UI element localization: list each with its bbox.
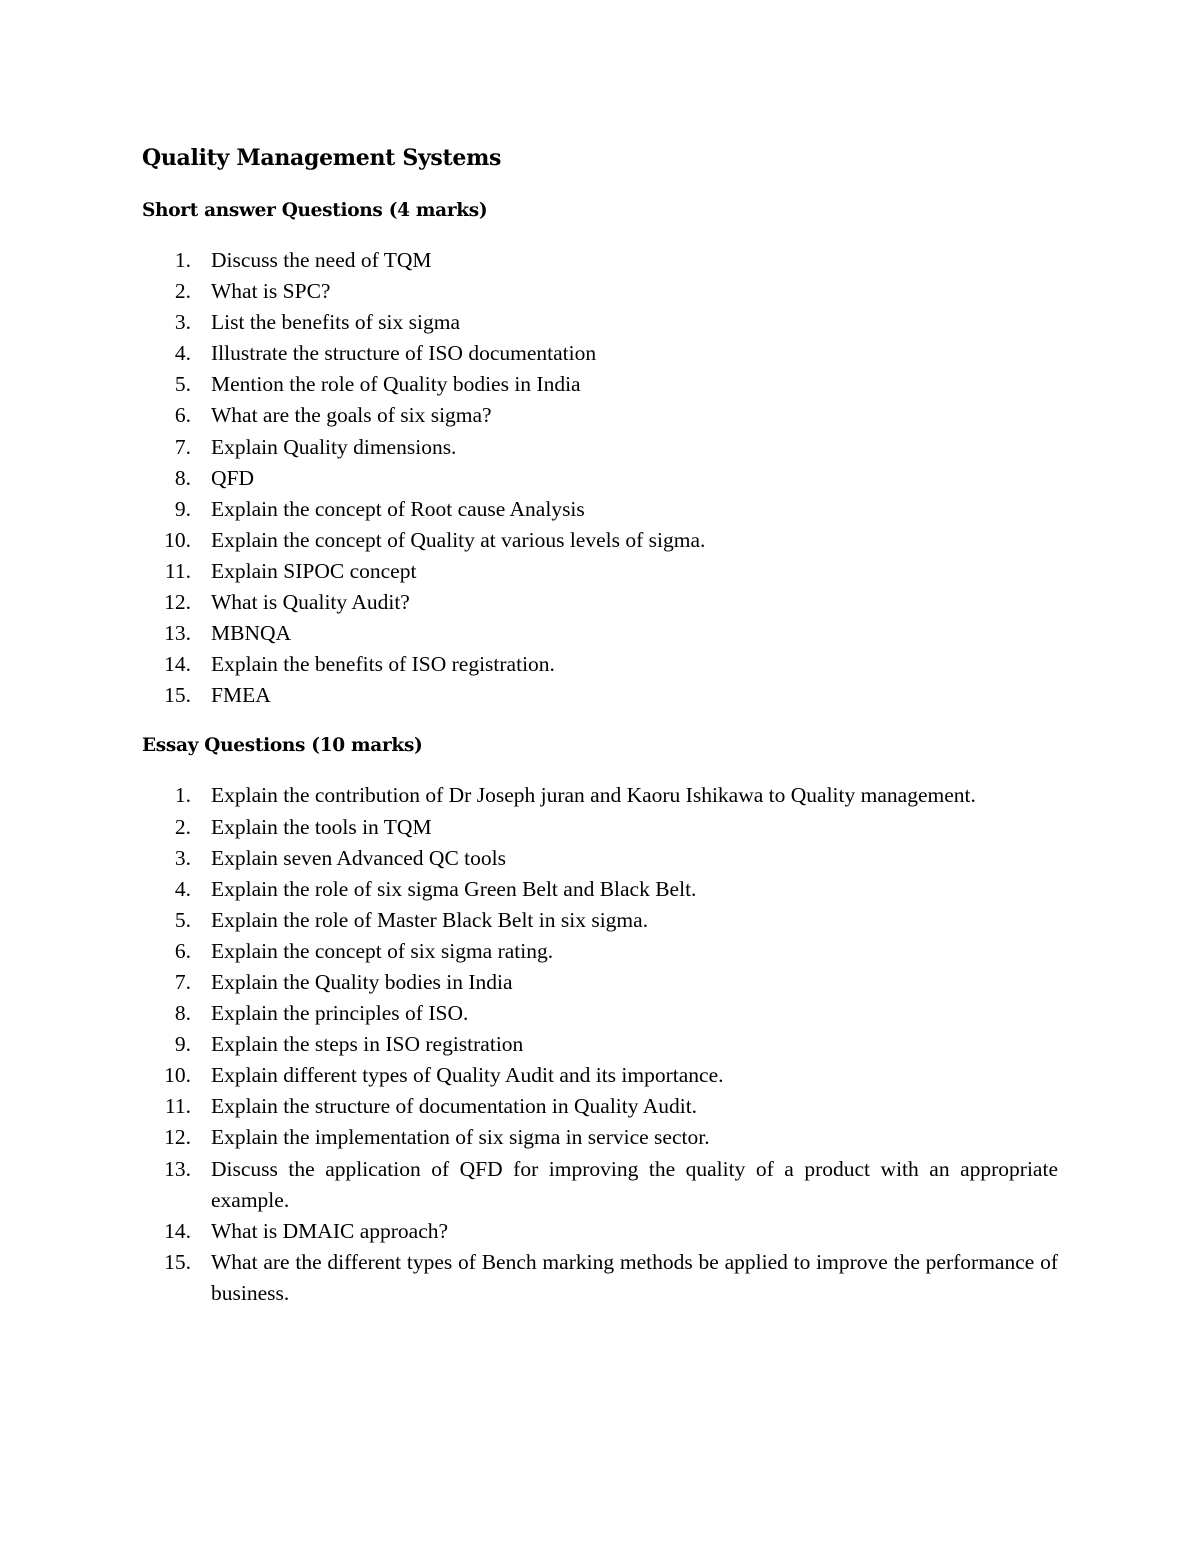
question-number: 3. [174, 310, 191, 335]
question-number-cell [142, 338, 211, 369]
question-text: Explain the role of six sigma Green Belt and Black Belt. [211, 876, 697, 901]
question-number: 7. [174, 969, 191, 994]
question-text: List the benefits of six sigma [211, 310, 461, 335]
question-number: 14. [164, 652, 191, 677]
question-item [142, 1029, 1058, 1060]
question-item [142, 812, 1058, 843]
question-number: 6. [174, 403, 191, 428]
question-text: Explain the concept of six sigma rating. [211, 938, 554, 963]
question-number-cell [142, 400, 211, 431]
question-item [142, 936, 1058, 967]
question-number-cell [142, 967, 211, 998]
question-number: 3. [174, 845, 191, 870]
question-number: 6. [174, 938, 191, 963]
question-item [142, 338, 1058, 369]
question-number: 9. [174, 496, 191, 521]
question-item [142, 905, 1058, 936]
question-item [142, 369, 1058, 400]
essay-heading: Essay Questions (10 marks) [142, 735, 423, 757]
question-text: Explain the contribution of Dr Joseph juran and Kaoru Ishikawa to Quality management. [211, 783, 976, 808]
question-number: 1. [174, 783, 191, 808]
question-item [142, 1247, 1058, 1309]
question-text: What are the goals of six sigma? [211, 403, 492, 428]
question-number-cell [142, 1247, 211, 1309]
question-number-cell [142, 618, 211, 649]
question-number: 12. [164, 590, 191, 615]
question-text: What is DMAIC approach? [211, 1218, 449, 1243]
question-number-cell [142, 905, 211, 936]
question-text: Mention the role of Quality bodies in India [211, 372, 581, 397]
question-item [142, 618, 1058, 649]
question-number-cell [142, 998, 211, 1029]
question-number: 1. [174, 248, 191, 272]
question-number-cell [142, 1122, 211, 1153]
question-number-cell [142, 1029, 211, 1060]
question-number-cell [142, 556, 211, 587]
question-number: 13. [164, 1156, 191, 1181]
question-number-cell [142, 276, 211, 307]
question-number: 5. [174, 372, 191, 397]
question-number-cell [142, 494, 211, 525]
question-number: 15. [164, 683, 191, 708]
question-number: 11. [164, 1094, 191, 1119]
question-number: 10. [164, 1063, 191, 1088]
question-number-cell [142, 525, 211, 556]
question-number: 7. [174, 434, 191, 459]
question-item [142, 998, 1058, 1029]
question-item [142, 1216, 1058, 1247]
question-item [142, 432, 1058, 463]
question-item [142, 307, 1058, 338]
question-item [142, 1091, 1058, 1122]
question-text: Explain the implementation of six sigma in service sector. [211, 1125, 710, 1150]
question-item [142, 874, 1058, 905]
question-text: Discuss the need of TQM [211, 248, 432, 272]
question-number-cell [142, 432, 211, 463]
short-answer-heading: Short answer Questions (4 marks) [142, 200, 488, 221]
question-number-cell [142, 1091, 211, 1122]
question-number: 5. [174, 907, 191, 932]
question-text: Explain the benefits of ISO registration. [211, 652, 555, 677]
question-text: Discuss the application of QFD for improving the quality of a product with an appropriate example. [211, 1156, 1058, 1212]
question-item [142, 649, 1058, 680]
short-answer-question-list [142, 245, 1058, 711]
document-title: Quality Management Systems [142, 145, 502, 171]
question-text: MBNQA [211, 621, 292, 646]
question-text: Explain different types of Quality Audit and its importance. [211, 1063, 724, 1088]
question-number: 15. [164, 1249, 191, 1274]
question-number: 10. [164, 527, 191, 552]
question-text: What is Quality Audit? [211, 590, 410, 615]
question-number-cell [142, 1216, 211, 1247]
question-item [142, 1122, 1058, 1153]
question-number-cell [142, 812, 211, 843]
question-item [142, 780, 1058, 811]
question-number-cell [142, 936, 211, 967]
question-number-cell [142, 245, 211, 276]
question-number-cell [142, 369, 211, 400]
question-text: What is SPC? [211, 279, 331, 304]
question-number-cell [142, 780, 211, 811]
question-number-cell [142, 649, 211, 680]
question-text: FMEA [211, 683, 271, 708]
question-number-cell [142, 1060, 211, 1091]
question-number-cell [142, 307, 211, 338]
question-number: 14. [164, 1218, 191, 1243]
question-item [142, 680, 1058, 711]
question-number: 8. [174, 1001, 191, 1026]
question-item [142, 967, 1058, 998]
question-number-cell [142, 874, 211, 905]
question-number-cell [142, 463, 211, 494]
question-text: Explain the concept of Quality at various levels of sigma. [211, 527, 706, 552]
question-number-cell [142, 680, 211, 711]
question-number: 4. [174, 341, 191, 366]
question-item [142, 494, 1058, 525]
question-number-cell [142, 843, 211, 874]
question-text: Explain the concept of Root cause Analysis [211, 496, 585, 521]
question-item [142, 245, 1058, 276]
question-text: Explain the structure of documentation in Quality Audit. [211, 1094, 698, 1119]
question-text: Explain Quality dimensions. [211, 434, 457, 459]
question-item [142, 587, 1058, 618]
question-text: Illustrate the structure of ISO documentation [211, 341, 597, 366]
question-number-cell [142, 1154, 211, 1216]
question-text: What are the different types of Bench marking methods be applied to improve the performance of business. [211, 1249, 1058, 1305]
question-text: Explain the principles of ISO. [211, 1001, 469, 1026]
question-item [142, 1060, 1058, 1091]
question-number: 12. [164, 1125, 191, 1150]
question-text: Explain SIPOC concept [211, 558, 417, 583]
question-item [142, 276, 1058, 307]
question-item [142, 843, 1058, 874]
question-item [142, 1154, 1058, 1216]
question-text: Explain the tools in TQM [211, 814, 432, 839]
question-number: 2. [174, 279, 191, 304]
question-number-cell [142, 587, 211, 618]
question-item [142, 525, 1058, 556]
question-item [142, 400, 1058, 431]
question-item [142, 556, 1058, 587]
question-text: QFD [211, 465, 255, 490]
question-text: Explain the steps in ISO registration [211, 1032, 524, 1057]
question-item [142, 463, 1058, 494]
question-number: 4. [174, 876, 191, 901]
question-number: 8. [174, 465, 191, 490]
question-number: 11. [164, 558, 191, 583]
question-number: 13. [164, 621, 191, 646]
essay-question-list [142, 780, 1058, 1309]
document-content [142, 142, 1058, 1309]
question-number: 2. [174, 814, 191, 839]
question-text: Explain seven Advanced QC tools [211, 845, 506, 870]
question-number: 9. [174, 1032, 191, 1057]
question-text: Explain the Quality bodies in India [211, 969, 513, 994]
question-text: Explain the role of Master Black Belt in six sigma. [211, 907, 649, 932]
